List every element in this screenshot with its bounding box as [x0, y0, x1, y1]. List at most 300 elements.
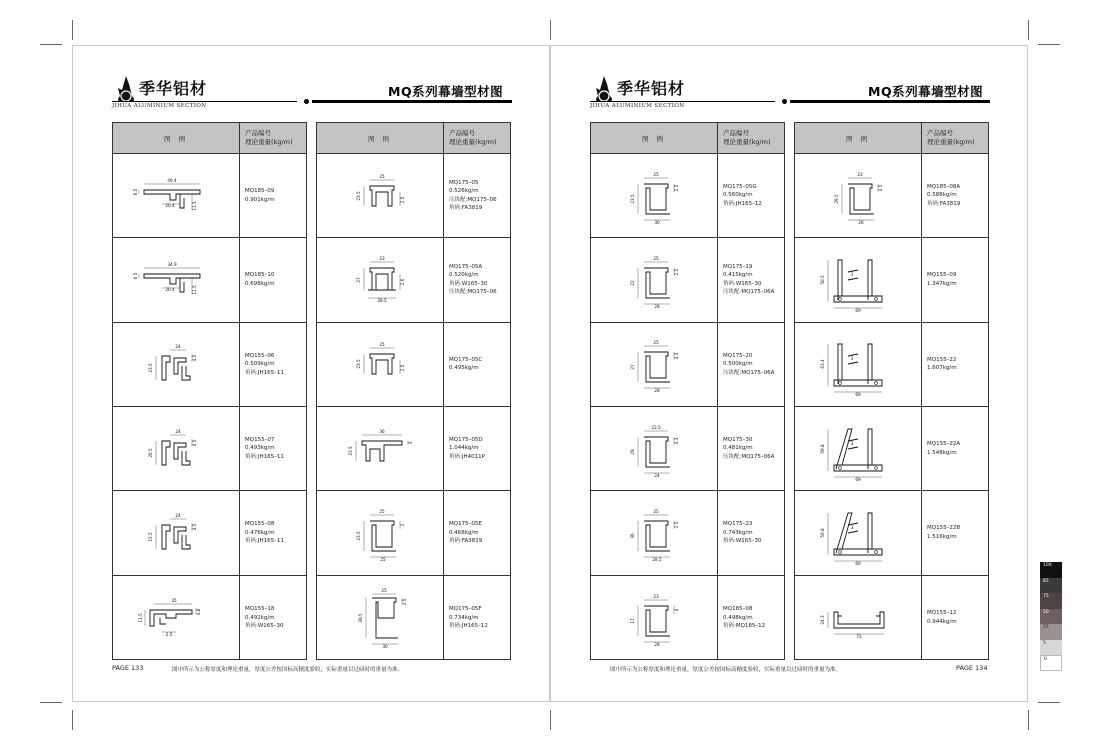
profile-section-drawing [340, 334, 420, 394]
header-rule [590, 101, 775, 102]
dimension-label: 2.5 [674, 184, 679, 191]
dimension-label: 35 [171, 597, 177, 603]
accessory-note: 压块配:MQ175–06A [723, 369, 775, 376]
brand-name-en: JIHUA ALUMINIUM SECTION [590, 103, 685, 109]
accessory-note: 压块配:MQ175–06 [449, 289, 497, 296]
accessory-note: 角码:JH165–12 [723, 200, 762, 207]
dimension-label: 22 [630, 280, 635, 286]
dimension-label: 4 [408, 441, 413, 444]
profile-outline [834, 612, 884, 628]
dimension-label: 25 [379, 508, 385, 514]
profile-outline [370, 521, 396, 551]
dimension-label: 28 [654, 641, 660, 647]
profile-hole [839, 466, 842, 469]
dimension-label: 2.5 [165, 631, 173, 637]
theoretical-weight: 0.526kg/m [449, 188, 479, 195]
dimension-label: 59.8 [820, 528, 825, 538]
profile-drawing-cell [591, 154, 718, 237]
dimension-label: 30 [382, 643, 388, 649]
header-weight: 理论重量(kg/m) [927, 138, 975, 146]
dimension-label: 50.5 [820, 275, 825, 285]
dimension-label: 25 [653, 255, 659, 261]
theoretical-weight: 0.698kg/m [245, 280, 275, 287]
profile-outline [162, 441, 190, 465]
profile-hole [839, 298, 842, 301]
header-info [444, 123, 510, 153]
theoretical-weight: 0.498kg/m [723, 614, 753, 621]
dimension-label: 4.5 [192, 523, 197, 531]
brand-name: 季华铝材 [617, 79, 686, 98]
theoretical-weight: 0.520kg/m [449, 272, 479, 279]
accessory-note: 压块配:MQ175–06A [723, 453, 775, 460]
profile-info-cell [240, 238, 306, 321]
header-weight: 理论重量(kg/m) [449, 138, 497, 146]
profile-info-cell [444, 238, 510, 321]
profile-drawing-cell [591, 323, 718, 406]
dimension-label: 15.5 [148, 532, 153, 542]
profile-section-drawing [818, 503, 898, 566]
profile-info-cell [718, 491, 784, 574]
dimension-label: 13.5 [138, 613, 143, 623]
product-code: MQ155–07 [245, 436, 275, 443]
profile-info-cell [240, 407, 306, 490]
profile-hole [839, 551, 842, 554]
table-row [591, 491, 784, 575]
brand-name: 季华铝材 [139, 79, 208, 98]
header-weight: 理论重量(kg/m) [723, 138, 771, 146]
header-rule [112, 101, 297, 102]
dimension-label: 39.5 [358, 613, 363, 623]
profile-drawing-cell [795, 154, 922, 237]
profile-drawing-cell [795, 576, 922, 660]
table-row [795, 576, 988, 660]
theoretical-weight: 1.548kg/m [927, 449, 957, 456]
logo-mark-graphic [112, 74, 138, 104]
dimension-label: 2.5 [400, 196, 405, 203]
profile-outline [644, 606, 670, 636]
profile-info-cell [922, 491, 988, 574]
profile-outline [368, 268, 396, 290]
product-code: MQ155–06 [245, 352, 275, 359]
profile-drawing-cell [795, 238, 922, 321]
table-row [317, 323, 510, 407]
dimension-label: 3 [850, 356, 854, 362]
product-code: MQ185–09 [245, 188, 275, 195]
dimension-label: 20.5 [148, 447, 153, 458]
table-row [113, 154, 306, 238]
color-swatch: 85 [1040, 578, 1062, 594]
accessory-note: 角码:JH4011P [449, 453, 485, 460]
profile-section-drawing [340, 166, 420, 226]
dimension-label: 25 [653, 171, 659, 177]
brand-name-en: JIHUA ALUMINIUM SECTION [112, 103, 207, 109]
profile-drawing-cell [113, 576, 240, 660]
table-row [113, 576, 306, 660]
dimension-label: 24.3 [820, 615, 825, 625]
accessory-note: 角码:JH165–11 [245, 538, 284, 545]
dimension-label: 23 [653, 593, 659, 599]
profile-drawing-cell [113, 491, 240, 574]
dimension-label: 23.5 [356, 359, 361, 369]
profile-section-drawing [136, 419, 216, 479]
color-calibration-bar [1040, 562, 1062, 671]
product-code: MQ155–08 [245, 521, 275, 528]
profile-hole [875, 466, 878, 469]
table-row [591, 238, 784, 322]
profile-drawing-cell [317, 491, 444, 574]
theoretical-weight: 1.044kg/m [449, 445, 479, 452]
dimension-label: 2.6 [400, 278, 405, 286]
profile-outline [644, 268, 670, 298]
profile-section-drawing [818, 419, 898, 482]
theoretical-weight: 0.476kg/m [245, 529, 275, 536]
theoretical-weight: 0.944kg/m [927, 618, 957, 625]
dimension-label: 24 [175, 344, 181, 350]
profile-outline [370, 354, 394, 374]
profile-info-cell [718, 238, 784, 321]
table-row [591, 154, 784, 238]
product-code: MQ175–30 [723, 436, 753, 443]
product-code: MQ155–09 [927, 272, 957, 279]
dimension-label: 17 [630, 618, 635, 624]
dimension-label: 59.8 [820, 443, 825, 454]
profile-drawing-cell [591, 238, 718, 321]
table-row [795, 407, 988, 491]
profile-info-cell [718, 154, 784, 237]
dimension-label: 29 [630, 448, 635, 455]
logo-mark-graphic [590, 74, 616, 104]
product-code: MQ175–05F [449, 606, 482, 613]
table-header [113, 123, 306, 154]
profile-section-drawing [818, 334, 898, 398]
dimension-label: 20.4 [165, 286, 175, 292]
dimension-label: 4.5 [192, 354, 197, 362]
header-info [922, 123, 988, 153]
profile-info-cell [922, 407, 988, 490]
profile-info-cell [718, 323, 784, 406]
dimension-label: 3 [850, 440, 854, 446]
profile-outline [834, 344, 882, 386]
dimension-label: 25 [380, 556, 386, 562]
profile-table [112, 122, 307, 660]
accessory-note: 角码:FA3819 [927, 200, 961, 207]
profile-section-drawing [340, 588, 420, 648]
profile-outline [644, 437, 670, 467]
accessory-note: 角码:FA3819 [449, 538, 483, 545]
accessory-note: 角码:W165–30 [723, 280, 762, 287]
header-code: 产品编号 [927, 129, 953, 137]
theoretical-weight: 0.493kg/m [245, 445, 275, 452]
profile-info-cell [922, 238, 988, 321]
theoretical-weight: 0.415kg/m [723, 272, 753, 279]
theoretical-weight: 0.588kg/m [927, 192, 957, 199]
color-swatch: 75 [1040, 593, 1062, 609]
dimension-label: 28 [654, 303, 660, 309]
accessory-note: 角码:FA3819 [449, 205, 483, 212]
theoretical-weight: 0.481kg/m [723, 445, 753, 452]
dimension-label: 30 [654, 219, 660, 225]
accessory-note: 角码:W165–30 [723, 538, 762, 545]
theoretical-weight: 0.901kg/m [245, 196, 275, 203]
profile-hole [875, 551, 878, 554]
table-row [795, 154, 988, 238]
product-code: MQ175–05A [449, 263, 483, 270]
dimension-label: 4.3 [674, 352, 679, 360]
profile-section-drawing [133, 250, 216, 310]
profile-section-drawing [614, 503, 694, 563]
accessory-note: 压块配:MQ175–06 [449, 196, 497, 203]
dimension-label: 36 [630, 533, 635, 539]
crop-mark [40, 702, 62, 703]
profile-drawing-cell [591, 491, 718, 574]
dimension-label: 28.5 [652, 556, 662, 562]
header-rule-dot [782, 99, 787, 104]
dimension-label: 27 [630, 364, 635, 370]
table-row [317, 238, 510, 322]
profile-info-cell [444, 491, 510, 574]
theoretical-weight: 0.468kg/m [449, 529, 479, 536]
theoretical-weight: 0.500kg/m [723, 361, 753, 368]
theoretical-weight: 0.560kg/m [723, 192, 753, 199]
theoretical-weight: 1.347kg/m [927, 280, 957, 287]
profile-outline [644, 184, 670, 214]
dimension-label: 34.9 [167, 261, 177, 267]
profile-drawing-cell [795, 323, 922, 406]
table-row [317, 154, 510, 238]
profile-table [794, 122, 989, 660]
table-row [113, 323, 306, 407]
profile-section-drawing [136, 503, 216, 563]
dimension-label: 69 [855, 476, 861, 482]
profile-outline [834, 429, 882, 471]
dimension-label: 2.5 [674, 268, 679, 276]
dimension-label: 23.5 [630, 193, 635, 204]
product-code: MQ185–08 [723, 606, 753, 613]
profile-info-cell [718, 407, 784, 490]
profile-drawing-cell [113, 238, 240, 321]
header-rule-thick [312, 100, 512, 103]
profile-section-drawing [340, 419, 420, 479]
brand-logo [590, 74, 740, 114]
profile-drawing-cell [591, 576, 718, 660]
dimension-label: 49.4 [167, 177, 177, 183]
profile-section-drawing [818, 166, 898, 226]
accessory-note: 角码:JH165–12 [449, 623, 488, 630]
product-code: MQ185–08A [927, 183, 961, 190]
footer-note: 图中所示为公称厚度和理论重量，厚度公差按国标高精度验收，实际重量以过磅时的重量为准。 [610, 667, 842, 673]
header-figure: 图 例 [317, 123, 444, 153]
product-code: MQ185–10 [245, 272, 275, 279]
theoretical-weight: 0.495kg/m [449, 365, 479, 372]
product-code: MQ175–05E [449, 521, 482, 528]
accessory-note: 角码:W165–30 [245, 623, 284, 630]
dimension-label: 69 [855, 560, 861, 566]
profile-drawing-cell [317, 576, 444, 660]
series-title: MQ系列幕墙型材图 [388, 84, 504, 99]
accessory-note: 角码:MQ185–12 [723, 623, 766, 630]
footer-note: 图中所示为公称厚度和理论重量，厚度公差按国标高精度验收，实际重量以过磅时的重量为准。 [172, 667, 404, 673]
profile-info-cell [444, 407, 510, 490]
profile-section-drawing [818, 250, 898, 313]
table-row [795, 323, 988, 407]
profile-info-cell [922, 323, 988, 406]
profile-section-drawing [818, 588, 898, 648]
table-row [591, 323, 784, 407]
dimension-label: 6.5 [133, 188, 138, 195]
table-row [317, 491, 510, 575]
logo-mark-icon [590, 74, 616, 104]
color-swatch: 50 [1040, 609, 1062, 625]
dimension-label: 28 [654, 388, 660, 394]
dimension-label: 4 [674, 608, 679, 612]
dimension-label: 28.5 [377, 297, 387, 303]
page-number: PAGE 134 [956, 664, 988, 672]
table-row [591, 576, 784, 660]
crop-mark [1038, 702, 1060, 703]
profile-drawing-cell [113, 154, 240, 237]
dimension-label: 3 [850, 524, 854, 530]
profile-section-drawing [614, 334, 694, 394]
product-code: MQ175–05D [449, 436, 483, 443]
profile-outline [362, 441, 402, 461]
product-code: MQ175–05C [449, 356, 483, 363]
dimension-label: 6.5 [133, 272, 138, 280]
crop-mark [1038, 44, 1060, 45]
catalog-page [550, 45, 1028, 702]
dimension-label: 63.4 [820, 359, 825, 369]
profile-drawing-cell [317, 154, 444, 237]
crop-mark [72, 710, 73, 730]
dimension-label: 23.5 [348, 445, 353, 456]
table-header [795, 123, 988, 154]
dimension-label: 2.5 [402, 598, 407, 606]
profile-outline [644, 352, 670, 382]
profile-hole [875, 298, 878, 301]
profile-section-drawing [136, 588, 216, 648]
crop-mark [550, 20, 551, 40]
dimension-label: 2.5 [400, 364, 405, 372]
profile-outline [162, 525, 190, 549]
dimension-label: 25 [381, 587, 387, 593]
crop-mark [72, 20, 73, 40]
table-header [317, 123, 510, 154]
product-code: MQ175–05G [723, 183, 757, 190]
dimension-label: 69 [855, 392, 861, 398]
dimension-label: 25 [379, 173, 385, 179]
dimension-label: 69 [855, 307, 861, 313]
profile-info-cell [240, 491, 306, 574]
product-code: MQ175–20 [723, 352, 753, 359]
dimension-label: 29.5 [834, 193, 839, 204]
profile-drawing-cell [317, 323, 444, 406]
profile-section-drawing [136, 334, 216, 394]
dimension-label: 25 [653, 340, 659, 346]
profile-drawing-cell [113, 323, 240, 406]
profile-table [316, 122, 511, 660]
product-code: MQ175–23 [723, 521, 753, 528]
profile-drawing-cell [795, 407, 922, 490]
profile-table [590, 122, 785, 660]
color-swatch: 5 [1040, 640, 1062, 656]
profile-section-drawing [614, 250, 694, 310]
dimension-label: 11.5 [192, 285, 197, 295]
profile-outline [644, 521, 670, 551]
header-weight: 理论重量(kg/m) [245, 138, 293, 146]
table-row [113, 407, 306, 491]
series-title: MQ系列幕墙型材图 [868, 84, 984, 99]
dimension-label: 3 [850, 271, 854, 277]
theoretical-weight: 0.509kg/m [245, 361, 275, 368]
dimension-label: 11.5 [192, 200, 197, 211]
profile-drawing-cell [591, 407, 718, 490]
dimension-label: 4.8 [196, 608, 201, 616]
dimension-label: 23.5 [148, 363, 153, 373]
profile-info-cell [718, 576, 784, 660]
profile-hole [875, 382, 878, 385]
dimension-label: 2.5 [674, 521, 679, 529]
crop-mark [1028, 20, 1029, 40]
dimension-label: 23.5 [356, 190, 361, 201]
profile-info-cell [240, 154, 306, 237]
dimension-label: 4.5 [192, 439, 197, 446]
logo-flame [118, 76, 134, 102]
theoretical-weight: 0.492kg/m [245, 614, 275, 621]
theoretical-weight: 0.734kg/m [449, 614, 479, 621]
profile-section-drawing [340, 250, 420, 310]
product-code: MQ155–22 [927, 356, 957, 363]
profile-drawing-cell [317, 238, 444, 321]
profile-drawing-cell [795, 491, 922, 574]
profile-section-drawing [133, 166, 216, 226]
accessory-note: 压块配:MQ175–06A [723, 289, 775, 296]
profile-outline [150, 610, 192, 626]
dimension-label: 26 [858, 219, 864, 225]
product-code: MQ155–22B [927, 525, 961, 532]
crop-mark [1028, 710, 1029, 730]
brand-logo [112, 74, 262, 114]
header-rule-dot [304, 99, 309, 104]
profile-info-cell [444, 576, 510, 660]
dimension-label: 25 [653, 508, 659, 514]
dimension-label: 36 [379, 428, 385, 434]
profile-section-drawing [340, 503, 420, 563]
color-swatch: 100 [1040, 562, 1062, 578]
profile-info-cell [240, 576, 306, 660]
profile-outline [370, 186, 394, 206]
header-code: 产品编号 [245, 129, 271, 137]
table-row [795, 491, 988, 575]
crop-mark [40, 44, 62, 45]
profile-section-drawing [614, 419, 694, 479]
dimension-label: 24 [175, 512, 181, 518]
accessory-note: 角码:W165–30 [449, 280, 488, 287]
table-header [591, 123, 784, 154]
profile-hole [839, 382, 842, 385]
product-code: MQ155–12 [927, 610, 957, 617]
dimension-label: 23 [857, 171, 863, 177]
product-code: MQ175–05 [449, 179, 479, 186]
profile-info-cell [240, 323, 306, 406]
theoretical-weight: 1.516kg/m [927, 533, 957, 540]
dimension-label: 23.5 [356, 531, 361, 541]
theoretical-weight: 1.607kg/m [927, 365, 957, 372]
table-row [795, 238, 988, 322]
profile-info-cell [444, 154, 510, 237]
dimension-label: 4.5 [878, 184, 883, 191]
dimension-label: 2 [400, 523, 405, 527]
profile-info-cell [444, 323, 510, 406]
logo-mark-icon [112, 74, 138, 104]
